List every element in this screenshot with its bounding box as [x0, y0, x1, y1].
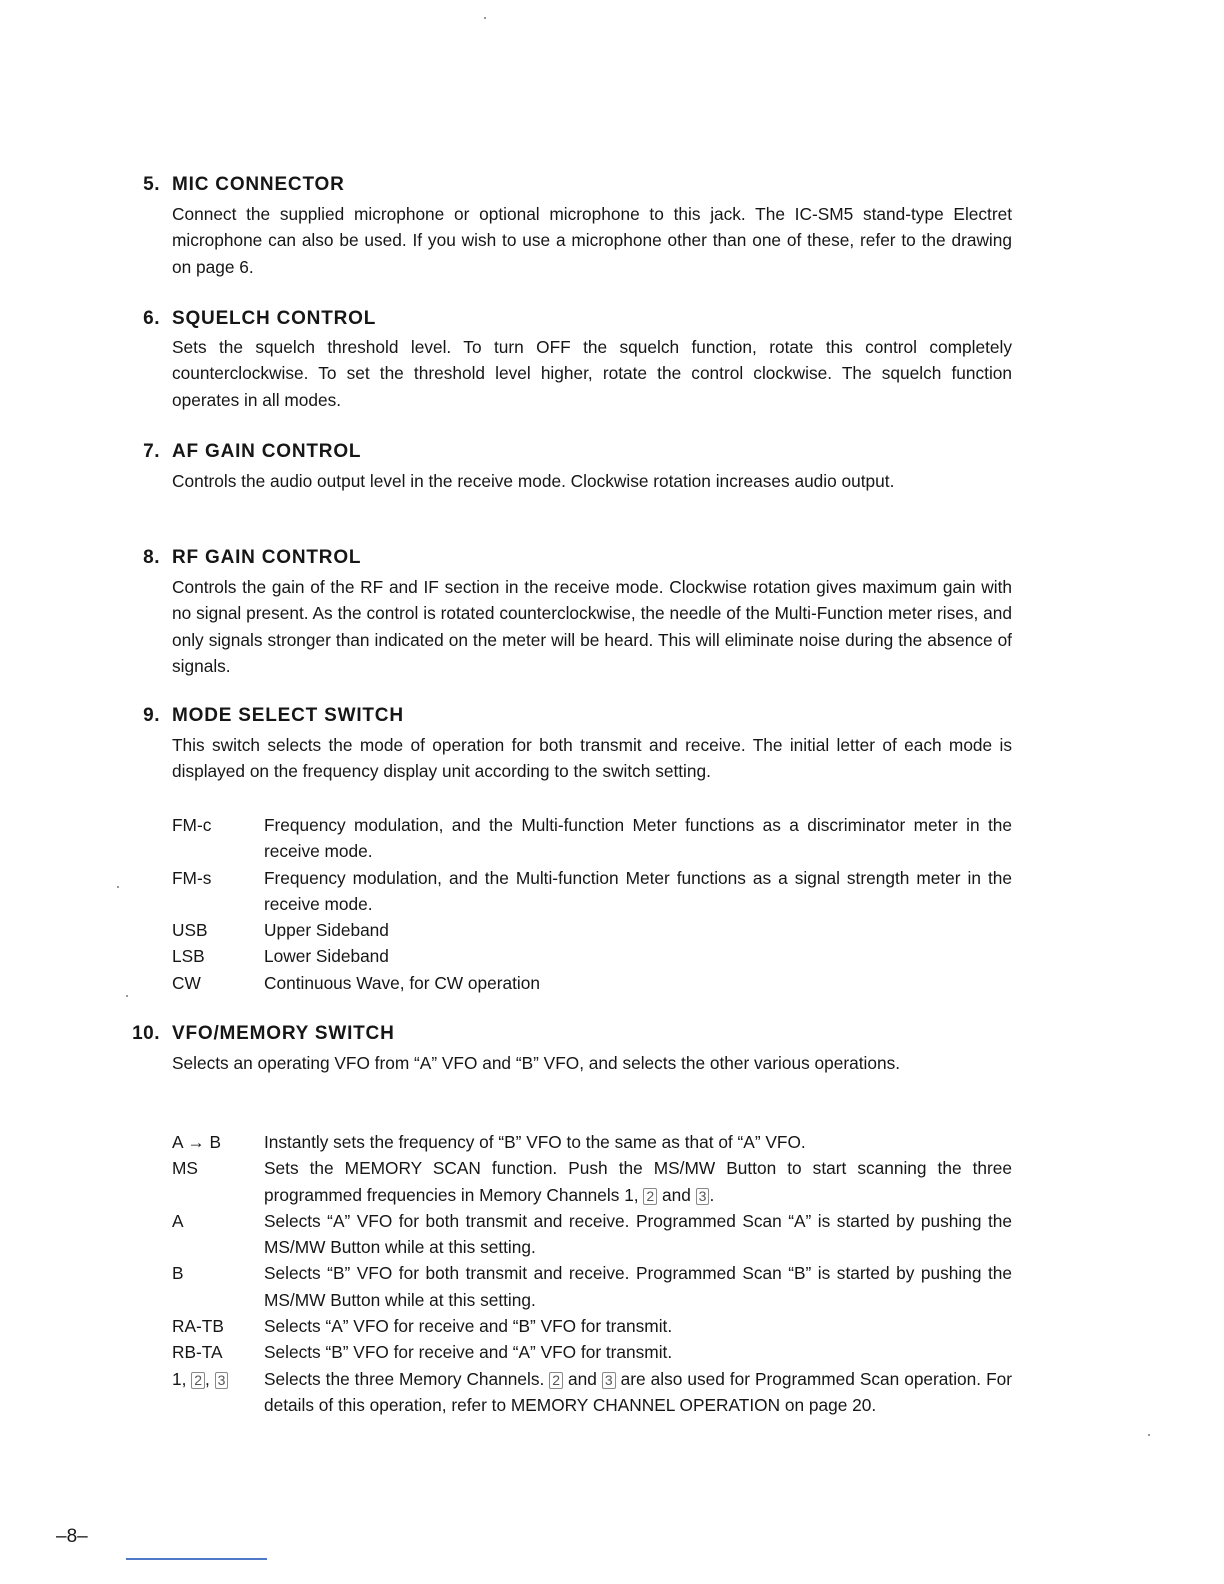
list-item — [172, 1260, 1012, 1313]
mode-term: CW — [172, 972, 201, 993]
setting-term — [172, 1366, 264, 1419]
footer-rule — [126, 1558, 267, 1560]
desc-text: and — [563, 1368, 602, 1389]
section-body: Controls the gain of the RF and IF section in the receive mode. Clockwise rotation gives maximum gain with no signal present. As the control is rotated counterclockwise, the needle of the Multi-Function meter rises, and only signals stronger than indicated on the meter will be heard. This will eliminate noise during the absence of signals. — [172, 577, 1012, 676]
memory-channel-box: 2 — [191, 1372, 205, 1389]
memory-channel-box: 2 — [643, 1188, 657, 1205]
section-body: This switch selects the mode of operation for both transmit and receive. The initial letter of each mode is displayed on the frequency display unit according to the switch setting. — [172, 735, 1012, 782]
list-item — [172, 1155, 1012, 1208]
setting-term: RB-TA — [172, 1342, 223, 1363]
memory-channel-box: 3 — [215, 1372, 229, 1389]
setting-term: A → B — [172, 1132, 221, 1152]
scan-speck — [117, 886, 119, 888]
mode-term: FM-c — [172, 815, 212, 835]
scan-speck — [1148, 1434, 1150, 1436]
list-item — [172, 812, 1012, 865]
desc-text: . — [709, 1184, 715, 1205]
section-title: RF GAIN CONTROL — [172, 547, 362, 568]
list-item — [172, 917, 1012, 943]
section-number: 6. — [143, 308, 160, 329]
setting-description: Selects “B” VFO for receive and “A” VFO for transmit. — [264, 1342, 673, 1363]
setting-term: MS — [172, 1158, 198, 1179]
setting-description — [264, 1155, 1012, 1208]
section-body: Sets the squelch threshold level. To turn OFF the squelch function, rotate this control completely counterclockwise. To set the threshold level higher, rotate the control clockwise. The squelch function operates in all modes. — [172, 337, 1012, 410]
section-title: SQUELCH CONTROL — [172, 308, 377, 329]
section-title: AF GAIN CONTROL — [172, 441, 362, 462]
section-number: 5. — [143, 174, 160, 195]
list-item — [172, 970, 1012, 996]
mode-description: Upper Sideband — [264, 920, 389, 941]
list-item — [172, 1366, 1012, 1419]
desc-text: are also used for Programmed Scan operation. For details of this operation, refer to MEMORY CHANNEL OPERATION on page 20. — [264, 1368, 1012, 1415]
section-number: 7. — [143, 441, 160, 462]
term-text: 1, — [172, 1368, 192, 1389]
section-body: Selects an operating VFO from “A” VFO and “B” VFO, and selects the other various operations. — [172, 1053, 901, 1073]
setting-description: Selects “A” VFO for receive and “B” VFO for transmit. — [264, 1316, 673, 1337]
scan-speck — [126, 995, 128, 997]
section-body: Connect the supplied microphone or optional microphone to this jack. The IC-SM5 stand-type Electret microphone can also be used. If you wish to use a microphone other than one of these, refer to the drawing on page 6. — [172, 204, 1012, 277]
page-number: –8– — [56, 1526, 88, 1547]
scan-speck — [484, 17, 486, 19]
section-title: MODE SELECT SWITCH — [172, 705, 404, 726]
list-item — [172, 1339, 1012, 1365]
section-number: 8. — [143, 547, 160, 568]
setting-description: Selects “A” VFO for both transmit and receive. Programmed Scan “A” is started by pushing the MS/MW Button while at this setting. — [264, 1210, 1012, 1258]
list-item — [172, 1208, 1012, 1261]
mode-description: Frequency modulation, and the Multi-function Meter functions as a signal strength meter in the receive mode. — [264, 867, 1012, 914]
setting-term: RA-TB — [172, 1316, 224, 1337]
list-item — [172, 865, 1012, 918]
setting-description: Selects “B” VFO for both transmit and receive. Programmed Scan “B” is started by pushing the MS/MW Button while at this setting. — [264, 1263, 1012, 1310]
mode-term: FM-s — [172, 867, 212, 888]
setting-description — [264, 1366, 1012, 1419]
memory-channel-box: 2 — [549, 1372, 563, 1389]
section-number: 9. — [143, 705, 160, 726]
memory-channel-box: 3 — [602, 1372, 616, 1389]
section-body: Controls the audio output level in the receive mode. Clockwise rotation increases audio output. — [172, 471, 895, 491]
desc-text: Selects the three Memory Channels. — [264, 1368, 550, 1389]
list-item — [172, 1129, 1012, 1155]
setting-term: A — [172, 1210, 184, 1231]
mode-description: Continuous Wave, for CW operation — [264, 972, 540, 993]
setting-term: B — [172, 1263, 184, 1284]
mode-term: LSB — [172, 946, 205, 967]
term-text: , — [205, 1368, 215, 1389]
list-item — [172, 943, 1012, 969]
setting-description: Instantly sets the frequency of “B” VFO to the same as that of “A” VFO. — [264, 1132, 806, 1152]
vfo-setting-list — [172, 1129, 1012, 1418]
desc-text: and — [657, 1184, 696, 1205]
section-title: VFO/MEMORY SWITCH — [172, 1023, 395, 1044]
desc-text: Sets the MEMORY SCAN function. Push the MS/MW Button to start scanning the three programmed frequencies in Memory Channels 1, — [264, 1158, 1012, 1205]
mode-term: USB — [172, 920, 208, 941]
list-item — [172, 1313, 1012, 1339]
mode-description: Lower Sideband — [264, 946, 389, 967]
section-title: MIC CONNECTOR — [172, 174, 345, 195]
mode-description: Frequency modulation, and the Multi-function Meter functions as a discriminator meter in the receive mode. — [264, 815, 1012, 862]
memory-channel-box: 3 — [696, 1188, 710, 1205]
mode-list — [172, 812, 1012, 996]
section-number: 10. — [132, 1023, 160, 1044]
